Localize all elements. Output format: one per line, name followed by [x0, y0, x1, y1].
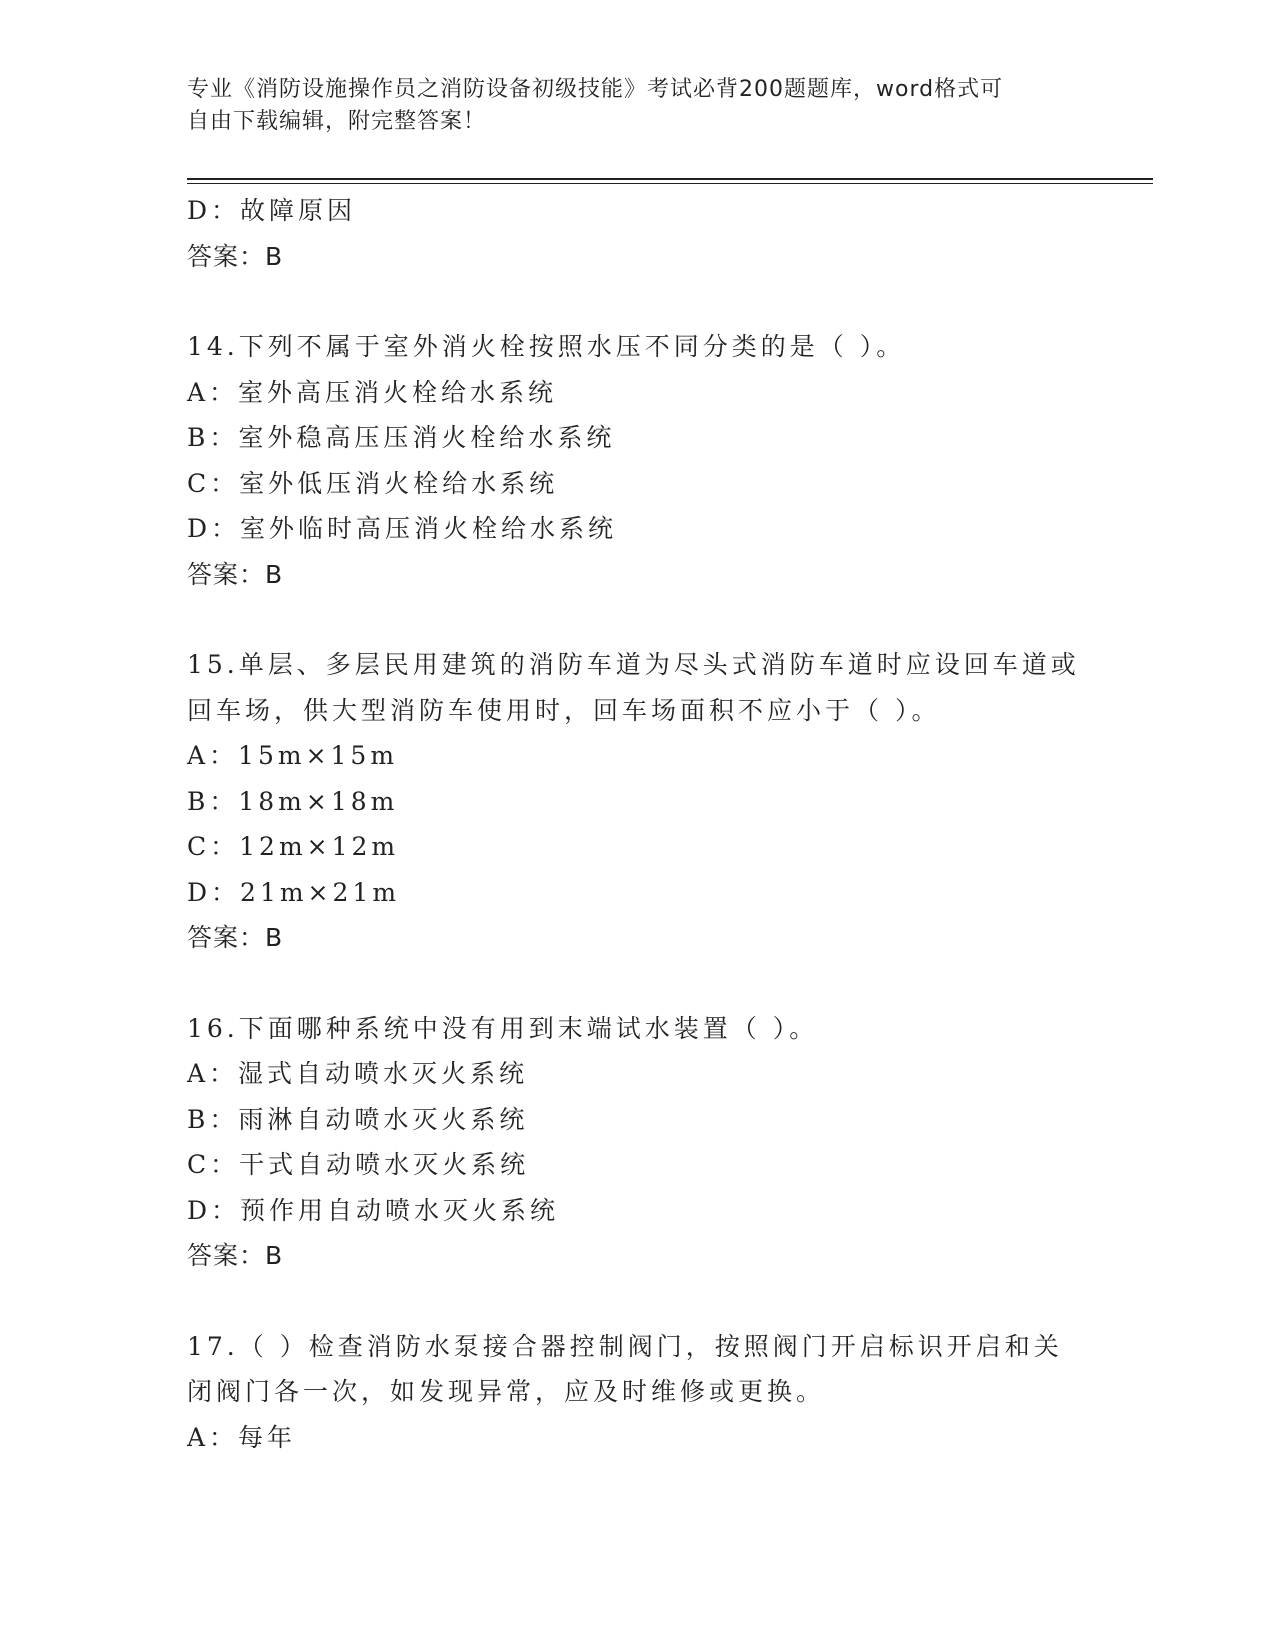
- answer-line: 答案：B: [187, 1241, 284, 1270]
- option-a: A：每年: [187, 1422, 297, 1452]
- question-list: [187, 188, 1107, 1460]
- header-divider-thick: [187, 178, 1153, 180]
- answer-line: 答案：B: [187, 241, 284, 271]
- question-stem: 14.下列不属于室外消火栓按照水压不同分类的是（ ）。: [187, 332, 906, 361]
- question-14: [187, 324, 1107, 597]
- option-c: C：室外低压消火栓给水系统: [187, 468, 559, 498]
- question-16: [187, 1006, 1107, 1279]
- question-stem: 16.下面哪种系统中没有用到末端试水装置（ ）。: [187, 1013, 819, 1043]
- option-b: B：室外稳高压压消火栓给水系统: [187, 423, 616, 452]
- option-c: C：干式自动喷水灭火系统: [187, 1150, 530, 1179]
- question-stem-continued: 回车场，供大型消防车使用时，回车场面积不应小于（ ）。: [187, 695, 941, 725]
- spacer: [187, 597, 1107, 642]
- question-17: [187, 1324, 1107, 1461]
- spacer: [187, 279, 1107, 324]
- option-d: D：21m×21m: [187, 877, 401, 907]
- option-b: B：18m×18m: [187, 786, 399, 816]
- question-15: [187, 642, 1107, 961]
- option-d: D：预作用自动喷水灭火系统: [187, 1195, 560, 1225]
- answer-line: 答案：B: [187, 923, 284, 952]
- header-divider-thin: [187, 183, 1153, 184]
- spacer: [187, 961, 1107, 1006]
- header-line-2: 自由下载编辑，附完整答案！: [187, 109, 487, 134]
- option-b: B：雨淋自动喷水灭火系统: [187, 1104, 529, 1134]
- answer-line: 答案：B: [187, 559, 284, 589]
- option-a: A：15m×15m: [187, 741, 399, 770]
- option-c: C：12m×12m: [187, 832, 400, 861]
- page-header: [187, 74, 1087, 138]
- option-a: A：湿式自动喷水灭火系统: [187, 1059, 529, 1088]
- question-stem: 17.（ ）检查消防水泵接合器控制阀门，按照阀门开启标识开启和关: [187, 1331, 1063, 1361]
- spacer: [187, 1279, 1107, 1324]
- option-d: D：故障原因: [187, 196, 357, 225]
- previous-question-tail: [187, 188, 1107, 279]
- option-d: D：室外临时高压消火栓给水系统: [187, 514, 618, 543]
- question-stem-continued: 闭阀门各一次，如发现异常，应及时维修或更换。: [187, 1377, 826, 1406]
- header-line-1: 专业《消防设施操作员之消防设备初级技能》考试必背200题题库，word格式可: [187, 77, 1004, 102]
- question-stem: 15.单层、多层民用建筑的消防车道为尽头式消防车道时应设回车道或: [187, 650, 1080, 679]
- option-a: A：室外高压消火栓给水系统: [187, 377, 558, 407]
